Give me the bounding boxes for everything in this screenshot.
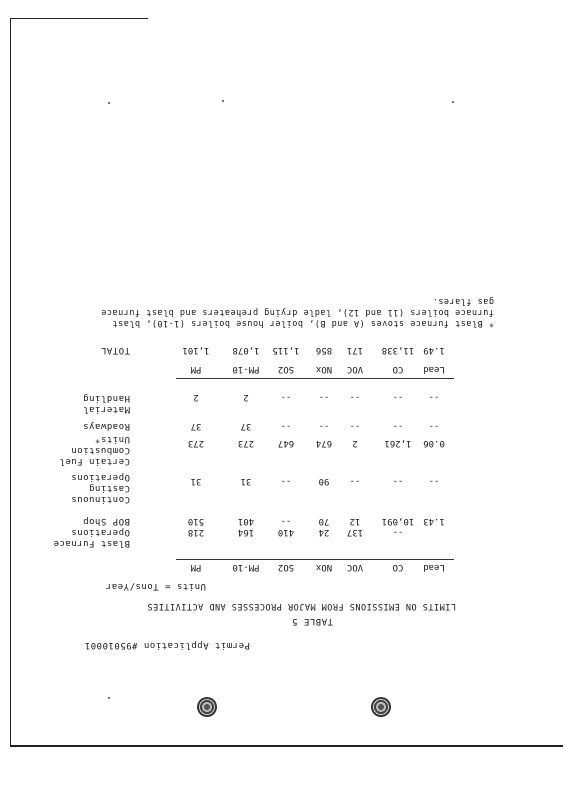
cell: 1.43 bbox=[423, 516, 445, 526]
col-header-nox: NOx bbox=[315, 364, 333, 374]
row-label-bop-shop: BOP Shop bbox=[82, 516, 130, 526]
cell: 2 bbox=[352, 438, 358, 448]
total-rule bbox=[176, 378, 454, 379]
cell: -- bbox=[428, 421, 440, 431]
row-label-roadways: Roadways bbox=[82, 421, 130, 431]
col-header-lead: Lead bbox=[423, 364, 445, 374]
row-label-continuous-casting: Continuous Casting Operations bbox=[70, 472, 130, 504]
total-label: TOTAL bbox=[100, 345, 130, 355]
total-cell: 11,338 bbox=[381, 345, 415, 355]
cell: 674 bbox=[315, 438, 333, 448]
cell: 10,091 bbox=[381, 516, 415, 526]
header-rule bbox=[176, 559, 454, 560]
col-header-co: CO bbox=[392, 364, 404, 374]
col-header-so2: SO2 bbox=[277, 364, 295, 374]
col-header-voc: VOC bbox=[346, 562, 364, 572]
cell: -- bbox=[392, 421, 404, 431]
cell: 2 bbox=[193, 392, 199, 402]
footnote: * Blast furnace stoves (A and B), boiler house boilers (1-10), blast furnace boilers (11 and 12), ladle drying preheaters and blast furnace gas flares. bbox=[100, 296, 494, 328]
cell: 70 bbox=[318, 516, 330, 526]
cell: 510 bbox=[187, 516, 205, 526]
cell: 31 bbox=[190, 476, 202, 486]
cell: -- bbox=[349, 392, 361, 402]
seal-stamp-icon bbox=[371, 697, 391, 717]
cell: 218 bbox=[187, 527, 205, 537]
cell: 647 bbox=[277, 438, 295, 448]
total-cell: 1,078 bbox=[232, 345, 260, 355]
cell: 401 bbox=[237, 516, 255, 526]
cell: 31 bbox=[240, 476, 252, 486]
cell: 273 bbox=[237, 438, 255, 448]
cell: 0.06 bbox=[423, 438, 445, 448]
cell: 37 bbox=[240, 421, 252, 431]
total-cell: 1.49 bbox=[423, 345, 445, 355]
cell: 24 bbox=[318, 527, 330, 537]
col-header-pm10: PM-10 bbox=[232, 364, 260, 374]
seal-stamp-icon bbox=[197, 697, 217, 717]
row-label-blast-furnace: Blast Furnace Operations bbox=[53, 527, 130, 548]
col-header-lead: Lead bbox=[423, 562, 445, 572]
cell: -- bbox=[349, 421, 361, 431]
cell: -- bbox=[280, 392, 292, 402]
cell: -- bbox=[392, 392, 404, 402]
cell: -- bbox=[349, 476, 361, 486]
total-cell: 171 bbox=[346, 345, 364, 355]
total-cell: 856 bbox=[315, 345, 333, 355]
col-header-pm: PM bbox=[190, 562, 202, 572]
col-header-pm10: PM-10 bbox=[232, 562, 260, 572]
cell: -- bbox=[428, 476, 440, 486]
cell: -- bbox=[280, 476, 292, 486]
cell: -- bbox=[428, 392, 440, 402]
cell: -- bbox=[280, 516, 292, 526]
row-label-fuel-combustion: Certain Fuel Combustion Units* bbox=[58, 434, 130, 466]
cell: -- bbox=[392, 476, 404, 486]
cell: -- bbox=[392, 527, 404, 537]
cell: -- bbox=[318, 392, 330, 402]
cell: 90 bbox=[318, 476, 330, 486]
total-cell: 1,101 bbox=[182, 345, 210, 355]
cell: 37 bbox=[190, 421, 202, 431]
row-label-material-handling: Material Handling bbox=[82, 393, 130, 414]
cell: 410 bbox=[277, 527, 295, 537]
cell: 1,261 bbox=[384, 438, 412, 448]
cell: -- bbox=[318, 421, 330, 431]
permit-line: Permit Application #95010001 bbox=[84, 640, 250, 650]
col-header-so2: SO2 bbox=[277, 562, 295, 572]
col-header-pm: PM bbox=[190, 364, 202, 374]
col-header-nox: NOx bbox=[315, 562, 333, 572]
cell: 164 bbox=[237, 527, 255, 537]
col-header-voc: VOC bbox=[346, 364, 364, 374]
col-header-co: CO bbox=[392, 562, 404, 572]
cell: 137 bbox=[346, 527, 364, 537]
total-cell: 1,115 bbox=[272, 345, 300, 355]
cell: 12 bbox=[349, 516, 361, 526]
table-label: TABLE 5 bbox=[291, 616, 333, 626]
units-note: Units = Tons/Year bbox=[105, 581, 206, 591]
cell: 273 bbox=[187, 438, 205, 448]
cell: 2 bbox=[243, 392, 249, 402]
cell: -- bbox=[280, 421, 292, 431]
table-title: LIMITS ON EMISSIONS FROM MAJOR PROCESSES AND ACTIVITIES bbox=[147, 601, 456, 611]
